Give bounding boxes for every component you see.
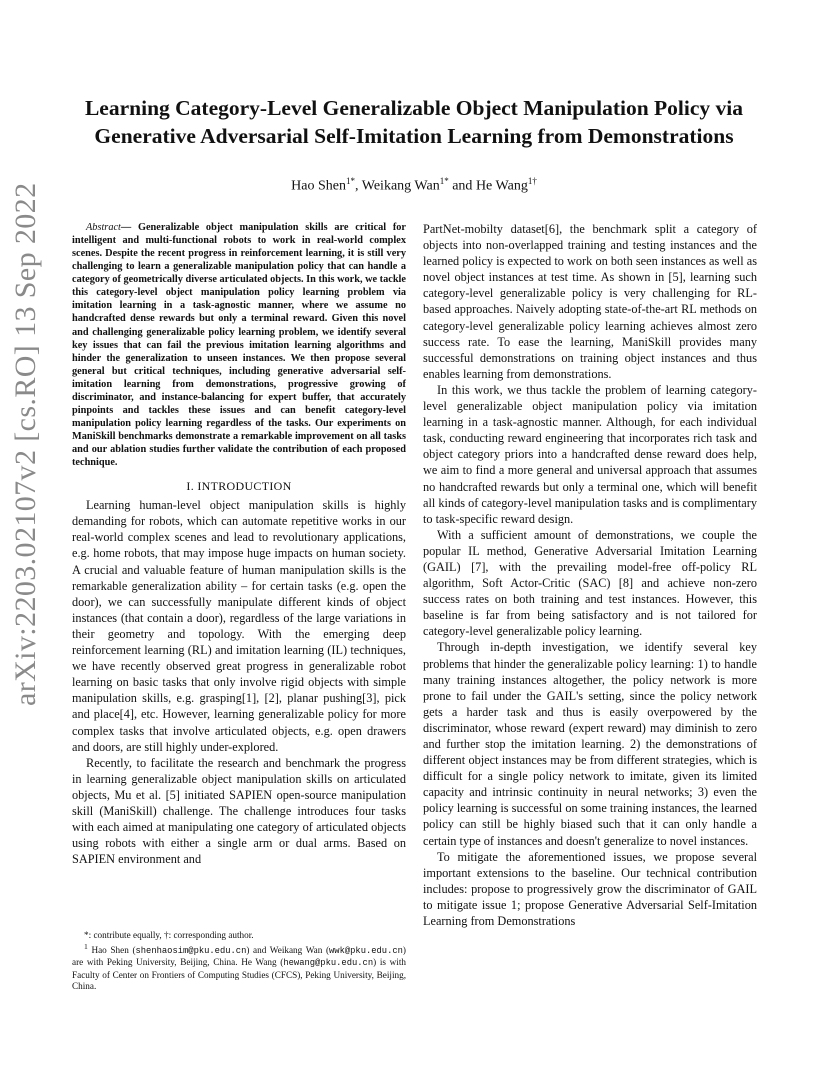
email-link[interactable]: hewang@pku.edu.cn bbox=[283, 958, 374, 969]
author-separator: , bbox=[355, 178, 362, 194]
footnotes bbox=[72, 930, 406, 992]
abstract-label: Abstract bbox=[86, 222, 121, 233]
paragraph: In this work, we thus tackle the problem of learning category-level generalizable object manipulation policy via imitation learning in a task-agnostic manner. Although, for each individual task, conducting reward engineering that incorporates rich task and object category priors into a handcrafted dense reward does help, we aim to find a more general and universal approach that assumes no handcrafted rewards but only a terminal one, which will benefit all kinds of category-level manipulation tasks and is complimentary to task-specific reward design. bbox=[423, 382, 757, 526]
footnote-text: ) and Weikang Wan ( bbox=[246, 945, 330, 956]
left-column bbox=[72, 221, 406, 867]
footnote-contribution: *: contribute equally, †: corresponding author. bbox=[84, 930, 254, 940]
author-list bbox=[60, 172, 768, 196]
author-affiliation-mark: 1* bbox=[346, 176, 355, 186]
email-link[interactable]: shenhaosim@pku.edu.cn bbox=[135, 946, 247, 957]
email-link[interactable]: wwk@pku.edu.cn bbox=[329, 946, 403, 957]
footnote-text: ) is with Faculty of Center on Frontiers of Computing Studies (CFCS), Peking University, Beijing, China. bbox=[72, 957, 406, 991]
footnote-text: ) are with Peking University, Beijing, China. He Wang ( bbox=[72, 945, 406, 968]
paragraph: Through in-depth investigation, we identify several key problems that hinder the generalizable policy learning: 1) to handle many training instances altogether, the policy network is more prone to fail under the GAIL's setting, since the policy network gets a harder task and thus is easily overpowered by the discriminator, whose reward (expert reward) may diminish to zero and further stop the imitation learning. 2) the demonstrations of different object instances may be from different strategies, which is difficult for a single policy network to imitate, given its limited capacity and intrinsic continuity in neural networks; 3) even the policy learning is successful on some training instances, the learned policy can still be highly biased such that it can only handle a certain type of instances and doesn't generalize to novel instances. bbox=[423, 640, 757, 848]
abstract-text: Generalizable object manipulation skills are critical for intelligent and multi-functional robots to work in real-world complex scenes. Despite the recent progress in reinforcement learning, it is still very challenging to learn a generalizable manipulation policy that can handle a category of geometrically diverse articulated objects. In this work, we tackle this category-level object manipulation policy learning problem via imitation learning in a task-agnostic manner, where we assume no handcrafted dense rewards but only a terminal reward. Given this novel and challenging generalizable policy learning problem, we identify several key issues that can fail the previous imitation learning algorithms and hinder the generalization to unseen instances. We then propose several general but critical techniques, including generative adversarial self-imitation learning from demonstrations, progressive growing of discriminator, and instance-balancing for expert buffer, that accurately pinpoints and tackles these issues and can benefit category-level manipulation policy learning regardless of the tasks. Our experiments on ManiSkill benchmarks demonstrate a remarkable improvement on all tasks and our ablation studies further validate the contribution of each proposed technique. bbox=[72, 222, 406, 469]
author-separator: and bbox=[448, 178, 476, 194]
title-line-2: Generative Adversarial Self-Imitation Learning from Demonstrations bbox=[94, 124, 734, 148]
paragraph: Learning human-level object manipulation skills is highly demanding for robots, which can automate repetitive works in our real-world complex scenes and lead to revolutionary applications, e.g. home robots, that may impose huge impacts on human society. A crucial and valuable feature of human manipulation skills is the remarkable generalization ability – for certain tasks (e.g. open the door), we can successfully manipulate different kinds of object instances (that contain a door), regardless of the large variations in their geometry and topology. With the emerging deep reinforcement learning (RL) and imitation learning (IL) techniques, we have recently observed great progress in generalizable robot learning on basic tasks that only involve rigid objects with simple manipulation skills, e.g. grasping[1], [2], planar pushing[3], pick and place[4], etc. However, learning generalizable policy for more complex tasks that involve articulated objects, e.g. open drawers and doors, are still highly under-explored. bbox=[72, 498, 406, 754]
title-line-1: Learning Category-Level Generalizable Object Manipulation Policy via bbox=[84, 96, 744, 120]
paragraph: To mitigate the aforementioned issues, we propose several important extensions to the baseline. Our technical contribution includes: propose to progressively grow the discriminator of GAIL to mitigate issue 1; propose Generative Adversarial Self-Imitation Learning from Demonstrations bbox=[423, 849, 757, 929]
author-affiliation-mark: 1† bbox=[527, 176, 537, 186]
paragraph: With a sufficient amount of demonstrations, we couple the popular IL method, Generative Adversarial Imitation Learning (GAIL) [7], with the prevailing model-free off-policy RL algorithm, Soft Actor-Critic (SAC) [8] and achieve non-zero success rates on both training and test instances. However, this baseline is far from being satisfactory and is not tailored for category-level generalizable policy learning. bbox=[423, 527, 757, 639]
author-name: He Wang bbox=[475, 178, 528, 194]
abstract-dash: — bbox=[120, 222, 138, 233]
paragraph: Recently, to facilitate the research and benchmark the progress in learning generalizable object manipulation skills on articulated objects, Mu et al. [5] initiated SAPIEN open-source manipulation skill (ManiSkill) challenge. The challenge introduces four tasks with each aimed at manipulating one category of articulated objects using robots with either a single arm or dual arms. Based on SAPIEN environment and bbox=[72, 755, 406, 867]
footnote-affiliation bbox=[72, 941, 406, 992]
author-affiliation-mark: 1* bbox=[439, 176, 449, 186]
paragraph: PartNet-mobilty dataset[6], the benchmark split a category of objects into non-overlapped training and testing instances and the learned policy is expected to work on both seen instances as well as novel object instances at test time. As shown in [5], learning such category-level generalizable policy is very challenging for RL-based approaches. Naively adopting state-of-the-art RL methods on category-level generalizable policy learning achieves almost zero success rate. To ease the learning, ManiSkill provides many successful demonstrations on training object instances and thus enables learning from demonstrations. bbox=[423, 222, 757, 381]
abstract bbox=[72, 221, 406, 469]
footnote-mark: 1 bbox=[84, 942, 88, 952]
section-heading: I. INTRODUCTION bbox=[186, 479, 292, 494]
footnote-text: Hao Shen ( bbox=[87, 945, 136, 956]
right-column bbox=[423, 221, 757, 929]
author-name: Hao Shen bbox=[291, 178, 346, 194]
arxiv-stamp: arXiv:2203.02107v2 [cs.RO] 13 Sep 2022 bbox=[9, 182, 42, 706]
paper-title bbox=[60, 94, 768, 150]
author-name: Weikang Wan bbox=[361, 178, 440, 194]
